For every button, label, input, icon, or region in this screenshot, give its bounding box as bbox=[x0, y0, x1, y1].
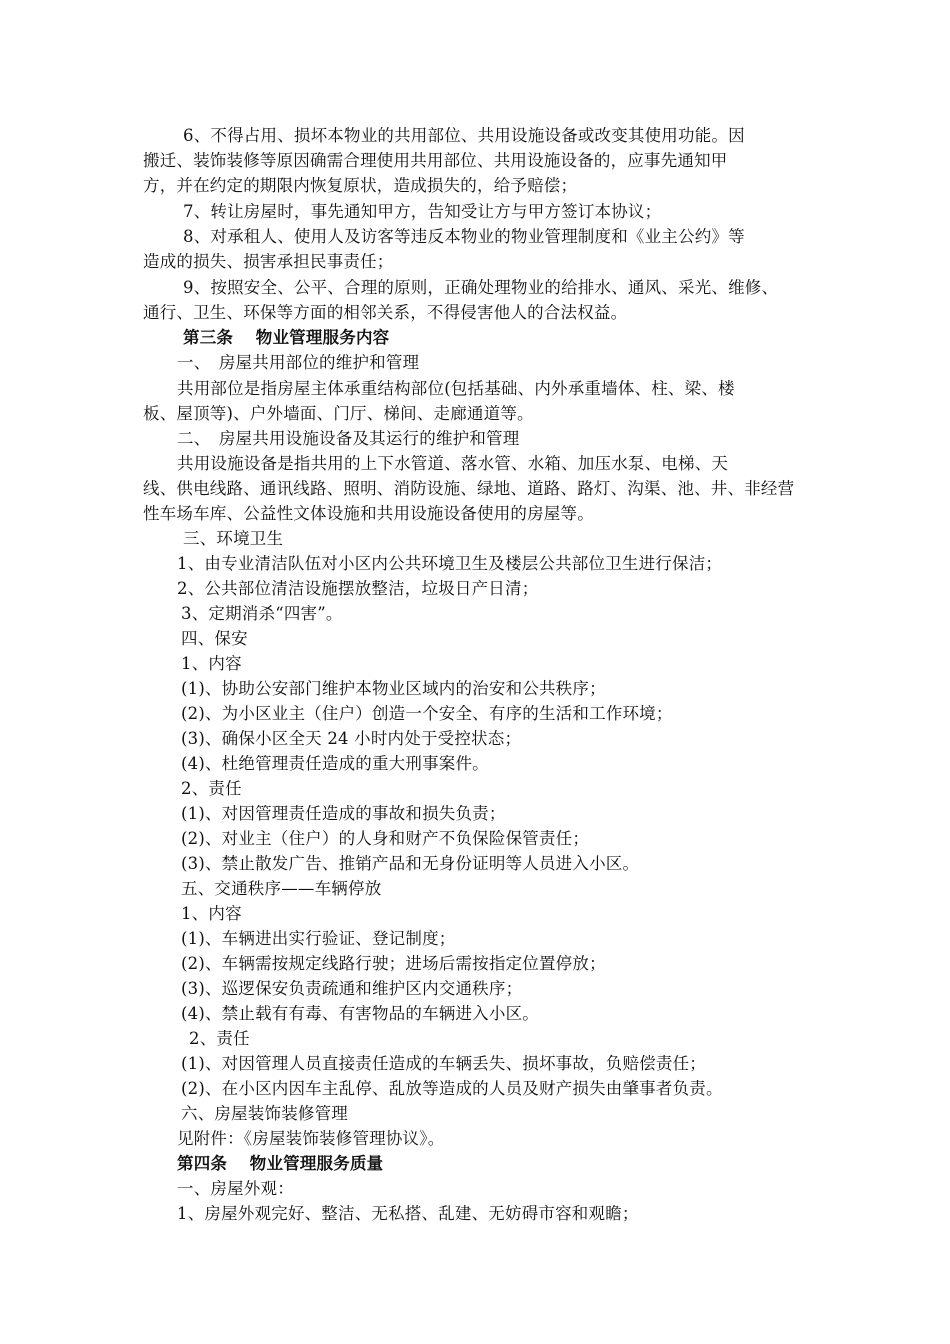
list-item: (1)、车辆进出实行验证、登记制度； bbox=[181, 929, 456, 948]
list-item: (1)、对因管理责任造成的事故和损失负责； bbox=[181, 804, 506, 823]
subsection-heading: 六、房屋装饰装修管理 bbox=[181, 1104, 348, 1123]
list-item: (1)、对因管理人员直接责任造成的车辆丢失、损坏事故，负赔偿责任； bbox=[181, 1054, 706, 1073]
list-item: 1、房屋外观完好、整洁、无私搭、乱建、无妨碍市容和观瞻； bbox=[177, 1204, 639, 1223]
list-item: (1)、协助公安部门维护本物业区域内的治安和公共秩序； bbox=[181, 679, 606, 698]
subsection-heading: 二、 房屋共用设施设备及其运行的维护和管理 bbox=[177, 429, 520, 448]
subsection-heading: 三、环境卫生 bbox=[183, 529, 284, 548]
subsection-heading: 一、房屋外观： bbox=[177, 1179, 294, 1198]
list-item: 1、内容 bbox=[181, 904, 242, 923]
list-item: 1、内容 bbox=[181, 654, 242, 673]
list-item: (3)、确保小区全天 24 小时内处于受控状态； bbox=[181, 729, 522, 748]
list-item: (3)、巡逻保安负责疏通和维护区内交通秩序； bbox=[181, 979, 523, 998]
list-item: 2、责任 bbox=[189, 1029, 250, 1048]
paragraph-line: 线、供电线路、通讯线路、照明、消防设施、绿地、道路、路灯、沟渠、池、井、非经营 bbox=[143, 479, 795, 498]
paragraph-line: 9、按照安全、公平、合理的原则，正确处理物业的给排水、通风、采光、维修、 bbox=[183, 278, 779, 297]
list-item: (4)、禁止载有有毒、有害物品的车辆进入小区。 bbox=[181, 1004, 539, 1023]
subsection-heading: 四、保安 bbox=[181, 629, 248, 648]
section-heading: 第四条 物业管理服务质量 bbox=[177, 1154, 384, 1173]
paragraph-line: 8、对承租人、使用人及访客等违反本物业的物业管理制度和《业主公约》等 bbox=[183, 227, 745, 246]
subsection-heading: 五、交通秩序——车辆停放 bbox=[181, 879, 382, 898]
list-item: (3)、禁止散发广告、推销产品和无身份证明等人员进入小区。 bbox=[181, 854, 640, 873]
paragraph-line: 见附件：《房屋装饰装修管理协议》。 bbox=[177, 1129, 445, 1148]
paragraph-line: 方，并在约定的期限内恢复原状，造成损失的，给予赔偿； bbox=[143, 176, 578, 195]
list-item: (2)、在小区内因车主乱停、乱放等造成的人员及财产损失由肇事者负责。 bbox=[181, 1079, 723, 1098]
paragraph-line: 造成的损失、损害承担民事责任； bbox=[143, 252, 394, 271]
list-item: 2、公共部位清洁设施摆放整洁，垃圾日产日清； bbox=[177, 579, 539, 598]
paragraph-line: 板、屋顶等)、户外墙面、门厅、梯间、走廊通道等。 bbox=[143, 404, 534, 423]
list-item: (2)、对业主（住户）的人身和财产不负保险保管责任； bbox=[181, 829, 590, 848]
paragraph-line: 共用设施设备是指共用的上下水管道、落水管、水箱、加压水泵、电梯、天 bbox=[177, 454, 729, 473]
paragraph-line: 6、不得占用、损坏本物业的共用部位、共用设施设备或改变其使用功能。因 bbox=[183, 126, 745, 145]
paragraph-line: 通行、卫生、环保等方面的相邻关系，不得侵害他人的合法权益。 bbox=[143, 303, 628, 322]
subsection-heading: 一、 房屋共用部位的维护和管理 bbox=[177, 353, 420, 372]
paragraph-line: 搬迁、装饰装修等原因确需合理使用共用部位、共用设施设备的，应事先通知甲 bbox=[143, 151, 728, 170]
list-item: 1、由专业清洁队伍对小区内公共环境卫生及楼层公共部位卫生进行保洁； bbox=[177, 554, 723, 573]
list-item: (2)、车辆需按规定线路行驶；进场后需按指定位置停放； bbox=[181, 954, 606, 973]
list-item: (4)、杜绝管理责任造成的重大刑事案件。 bbox=[181, 754, 489, 773]
list-item: 3、定期消杀“四害”。 bbox=[181, 604, 343, 623]
paragraph-line: 共用部位是指房屋主体承重结构部位(包括基础、内外承重墙体、柱、梁、楼 bbox=[177, 379, 735, 398]
paragraph-line: 7、转让房屋时，事先通知甲方，告知受让方与甲方签订本协议； bbox=[183, 202, 662, 221]
list-item: 2、责任 bbox=[181, 779, 242, 798]
section-heading: 第三条 物业管理服务内容 bbox=[183, 328, 390, 347]
list-item: (2)、为小区业主（住户）创造一个安全、有序的生活和工作环境； bbox=[181, 704, 673, 723]
paragraph-line: 性车场车库、公益性文体设施和共用设施设备使用的房屋等。 bbox=[143, 504, 594, 523]
